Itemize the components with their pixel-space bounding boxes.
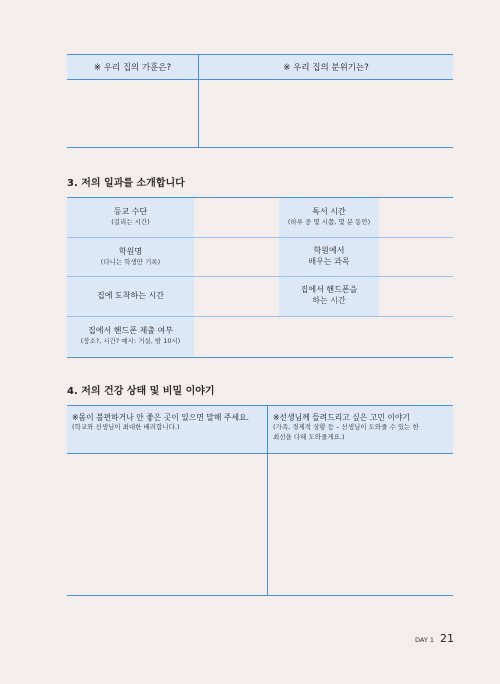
label-subtext: 배우는 과목 [308, 256, 350, 266]
answer-cell[interactable] [379, 198, 453, 237]
label-text: 집에서 핸드폰 제출 여부 [88, 326, 173, 336]
table-row [67, 198, 453, 238]
row-label [279, 198, 379, 237]
section3-title: 3. 저의 일과를 소개합니다 [67, 178, 185, 189]
health-header [67, 406, 268, 454]
table-row [67, 277, 453, 317]
table-row [67, 317, 453, 357]
row-label [279, 277, 379, 316]
row-label [67, 238, 194, 277]
label-text: 학원명 [118, 246, 143, 256]
section4-title: 4. 저의 건강 상태 및 비밀 이야기 [67, 386, 215, 397]
label-text: 독서 시간 [312, 207, 346, 217]
family-motto-answer-cell[interactable] [67, 80, 199, 147]
health-answer-cell[interactable] [67, 454, 268, 595]
health-header-subtext: (학교와 선생님이 최대한 배려합니다.) [72, 423, 180, 432]
label-text: 집에 도착하는 시간 [97, 290, 164, 300]
worry-header-text: ※선생님께 들려드리고 싶은 고민 이야기 [273, 413, 410, 422]
row-label [67, 198, 194, 237]
answer-cell[interactable] [194, 238, 279, 277]
worry-answer-cell[interactable] [268, 454, 453, 595]
page-number: 21 [440, 632, 454, 645]
answer-cell[interactable] [194, 317, 453, 357]
label-subtext: (다니는 학생만 기록) [100, 257, 161, 266]
label-text: 집에서 핸드폰을 [300, 285, 358, 295]
label-text: 등교 수단 [113, 207, 148, 217]
worry-header-subtext: 최선을 다해 도와줄게요.) [273, 432, 345, 441]
label-text: 학원에서 [313, 245, 345, 255]
family-motto-header: ※ 우리 집의 가훈은? [67, 55, 199, 80]
answer-cell[interactable] [379, 238, 453, 277]
row-label [67, 317, 194, 357]
family-mood-answer-cell[interactable] [199, 80, 453, 147]
row-label [67, 277, 194, 316]
day-label: DAY 1 [414, 636, 434, 644]
health-secret-table [67, 405, 453, 596]
label-subtext: (걸리는 시간) [111, 218, 150, 227]
answer-cell[interactable] [379, 277, 453, 316]
family-mood-header: ※ 우리 집의 분위기는? [199, 55, 453, 80]
worry-header-subtext: (가족, 경제적 상황 등 – 선생님이 도와줄 수 있는 한 [273, 423, 419, 432]
health-header-text: ※몸이 불편하거나 안 좋은 곳이 있으면 말해 주세요. [72, 413, 249, 422]
worry-header [268, 406, 453, 454]
row-label [279, 238, 379, 277]
label-subtext: 하는 시간 [312, 296, 346, 306]
answer-cell[interactable] [194, 277, 279, 316]
label-subtext: (장소?, 시간? 예시: 거실, 밤 10시) [80, 337, 181, 346]
family-table [67, 54, 453, 148]
label-subtext: (하루 중 몇 시쯤, 몇 분 동안) [287, 218, 371, 227]
daily-routine-table [67, 197, 453, 358]
page-footer [415, 632, 454, 645]
table-row [67, 238, 453, 278]
answer-cell[interactable] [194, 198, 279, 237]
